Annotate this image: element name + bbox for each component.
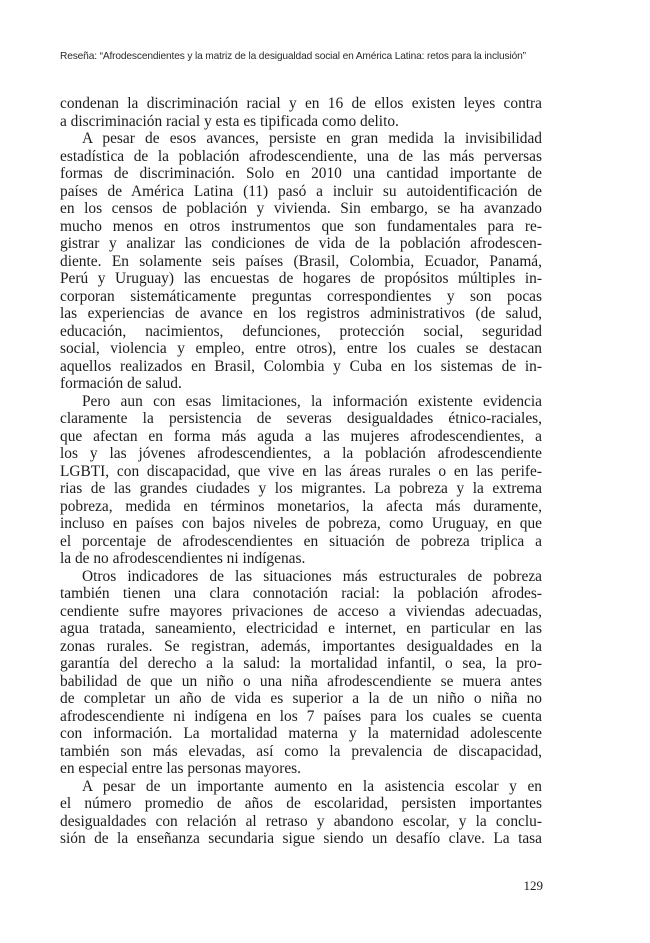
text-line: Perú y Uruguay) las encuestas de hogares de propósitos múltiples in-	[60, 270, 542, 287]
text-line: con información. La mortalidad materna y la maternidad adolescente	[60, 725, 542, 742]
text-line: mucho menos en otros instrumentos que son fundamentales para re-	[60, 217, 542, 235]
text-line: educación, nacimientos, defunciones, protección social, seguridad	[60, 322, 542, 340]
text-line: los y las jóvenes afrodescendientes, a la población afrodescendiente	[60, 445, 542, 462]
text-line: afrodescendiente ni indígena en los 7 países para los cuales se cuenta	[60, 707, 542, 725]
paragraph-5	[60, 778, 542, 848]
text-line: aquellos realizados en Brasil, Colombia y Cuba en los sistemas de in-	[60, 357, 542, 375]
text-line: corporan sistemáticamente preguntas correspondientes y son pocas	[60, 287, 542, 305]
text-line: países de América Latina (11) pasó a incluir su autoidentificación de	[60, 182, 542, 200]
text-line: babilidad de que un niño o una niña afrodescendiente se muera antes	[60, 672, 542, 690]
text-line: diente. En solamente seis países (Brasil, Colombia, Ecuador, Panamá,	[60, 252, 542, 270]
text-line: incluso en países con bajos niveles de pobreza, como Uruguay, en que	[60, 515, 542, 532]
text-line: rias de las grandes ciudades y los migrantes. La pobreza y la extrema	[60, 480, 542, 497]
text-line: el número promedio de años de escolaridad, persisten importantes	[60, 795, 542, 812]
text-line: el porcentaje de afrodescendientes en situación de pobreza triplica a	[60, 532, 542, 550]
text-line: pobreza, medida en términos monetarios, la afecta más duramente,	[60, 497, 542, 515]
text-line: Otros indicadores de las situaciones más estructurales de pobreza	[82, 567, 542, 585]
text-line: de completar un año de vida es superior a la de un niño o niña no	[60, 690, 542, 707]
text-line: A pesar de esos avances, persiste en gran medida la invisibilidad	[82, 130, 542, 147]
text-line: a discriminación racial y esta es tipificada como delito.	[60, 112, 399, 130]
text-line: LGBTI, con discapacidad, que vive en las áreas rurales o en las perife-	[60, 462, 542, 480]
paragraph-3	[60, 393, 542, 568]
text-line: desigualdades con relación al retraso y abandono escolar, y la conclu-	[60, 812, 542, 830]
text-line: las experiencias de avance en los registros administrativos (de salud,	[60, 305, 542, 322]
text-line: garantía del derecho a la salud: la mortalidad infantil, o sea, la pro-	[60, 655, 542, 672]
text-line: sión de la enseñanza secundaria sigue siendo un desafío clave. La tasa	[60, 830, 542, 847]
text-line: Pero aun con esas limitaciones, la información existente evidencia	[82, 392, 542, 410]
text-line: formas de discriminación. Solo en 2010 una cantidad importante de	[60, 165, 542, 182]
text-line: también son más elevadas, así como la prevalencia de discapacidad,	[60, 742, 542, 760]
text-line: que afectan en forma más aguda a las mujeres afrodescendientes, a	[60, 427, 542, 445]
text-line: también tienen una clara connotación racial: la población afrodes-	[60, 585, 542, 602]
text-line: zonas rurales. Se registran, además, importantes desigualdades en la	[60, 637, 542, 655]
paragraph-4	[60, 568, 542, 778]
body-text	[60, 95, 542, 848]
text-line: claramente la persistencia de severas desigualdades étnico-raciales,	[60, 410, 542, 427]
paragraph-2	[60, 130, 542, 393]
text-line: agua tratada, saneamiento, electricidad e internet, en particular en las	[60, 620, 542, 637]
page-number: 129	[523, 878, 543, 893]
text-line: la de no afrodescendientes ni indígenas.	[60, 550, 306, 567]
text-line: en especial entre las personas mayores.	[60, 760, 302, 777]
text-line: cendiente sufre mayores privaciones de acceso a viviendas adecuadas,	[60, 602, 542, 620]
running-head: Reseña: “Afrodescendientes y la matriz de la desigualdad social en América Latina: retos para la inclusión”	[60, 51, 526, 62]
text-line: estadística de la población afrodescendiente, una de las más perversas	[60, 147, 542, 165]
text-line: condenan la discriminación racial y en 16 de ellos existen leyes contra	[60, 95, 542, 112]
text-line: social, violencia y empleo, entre otros), entre los cuales se destacan	[60, 340, 542, 357]
text-line: A pesar de un importante aumento en la asistencia escolar y en	[82, 777, 542, 795]
text-line: formación de salud.	[60, 375, 182, 392]
text-line: gistrar y analizar las condiciones de vida de la población afrodescen-	[60, 235, 542, 252]
text-line: en los censos de población y vivienda. Sin embargo, se ha avanzado	[60, 200, 542, 217]
paragraph-1	[60, 95, 542, 130]
